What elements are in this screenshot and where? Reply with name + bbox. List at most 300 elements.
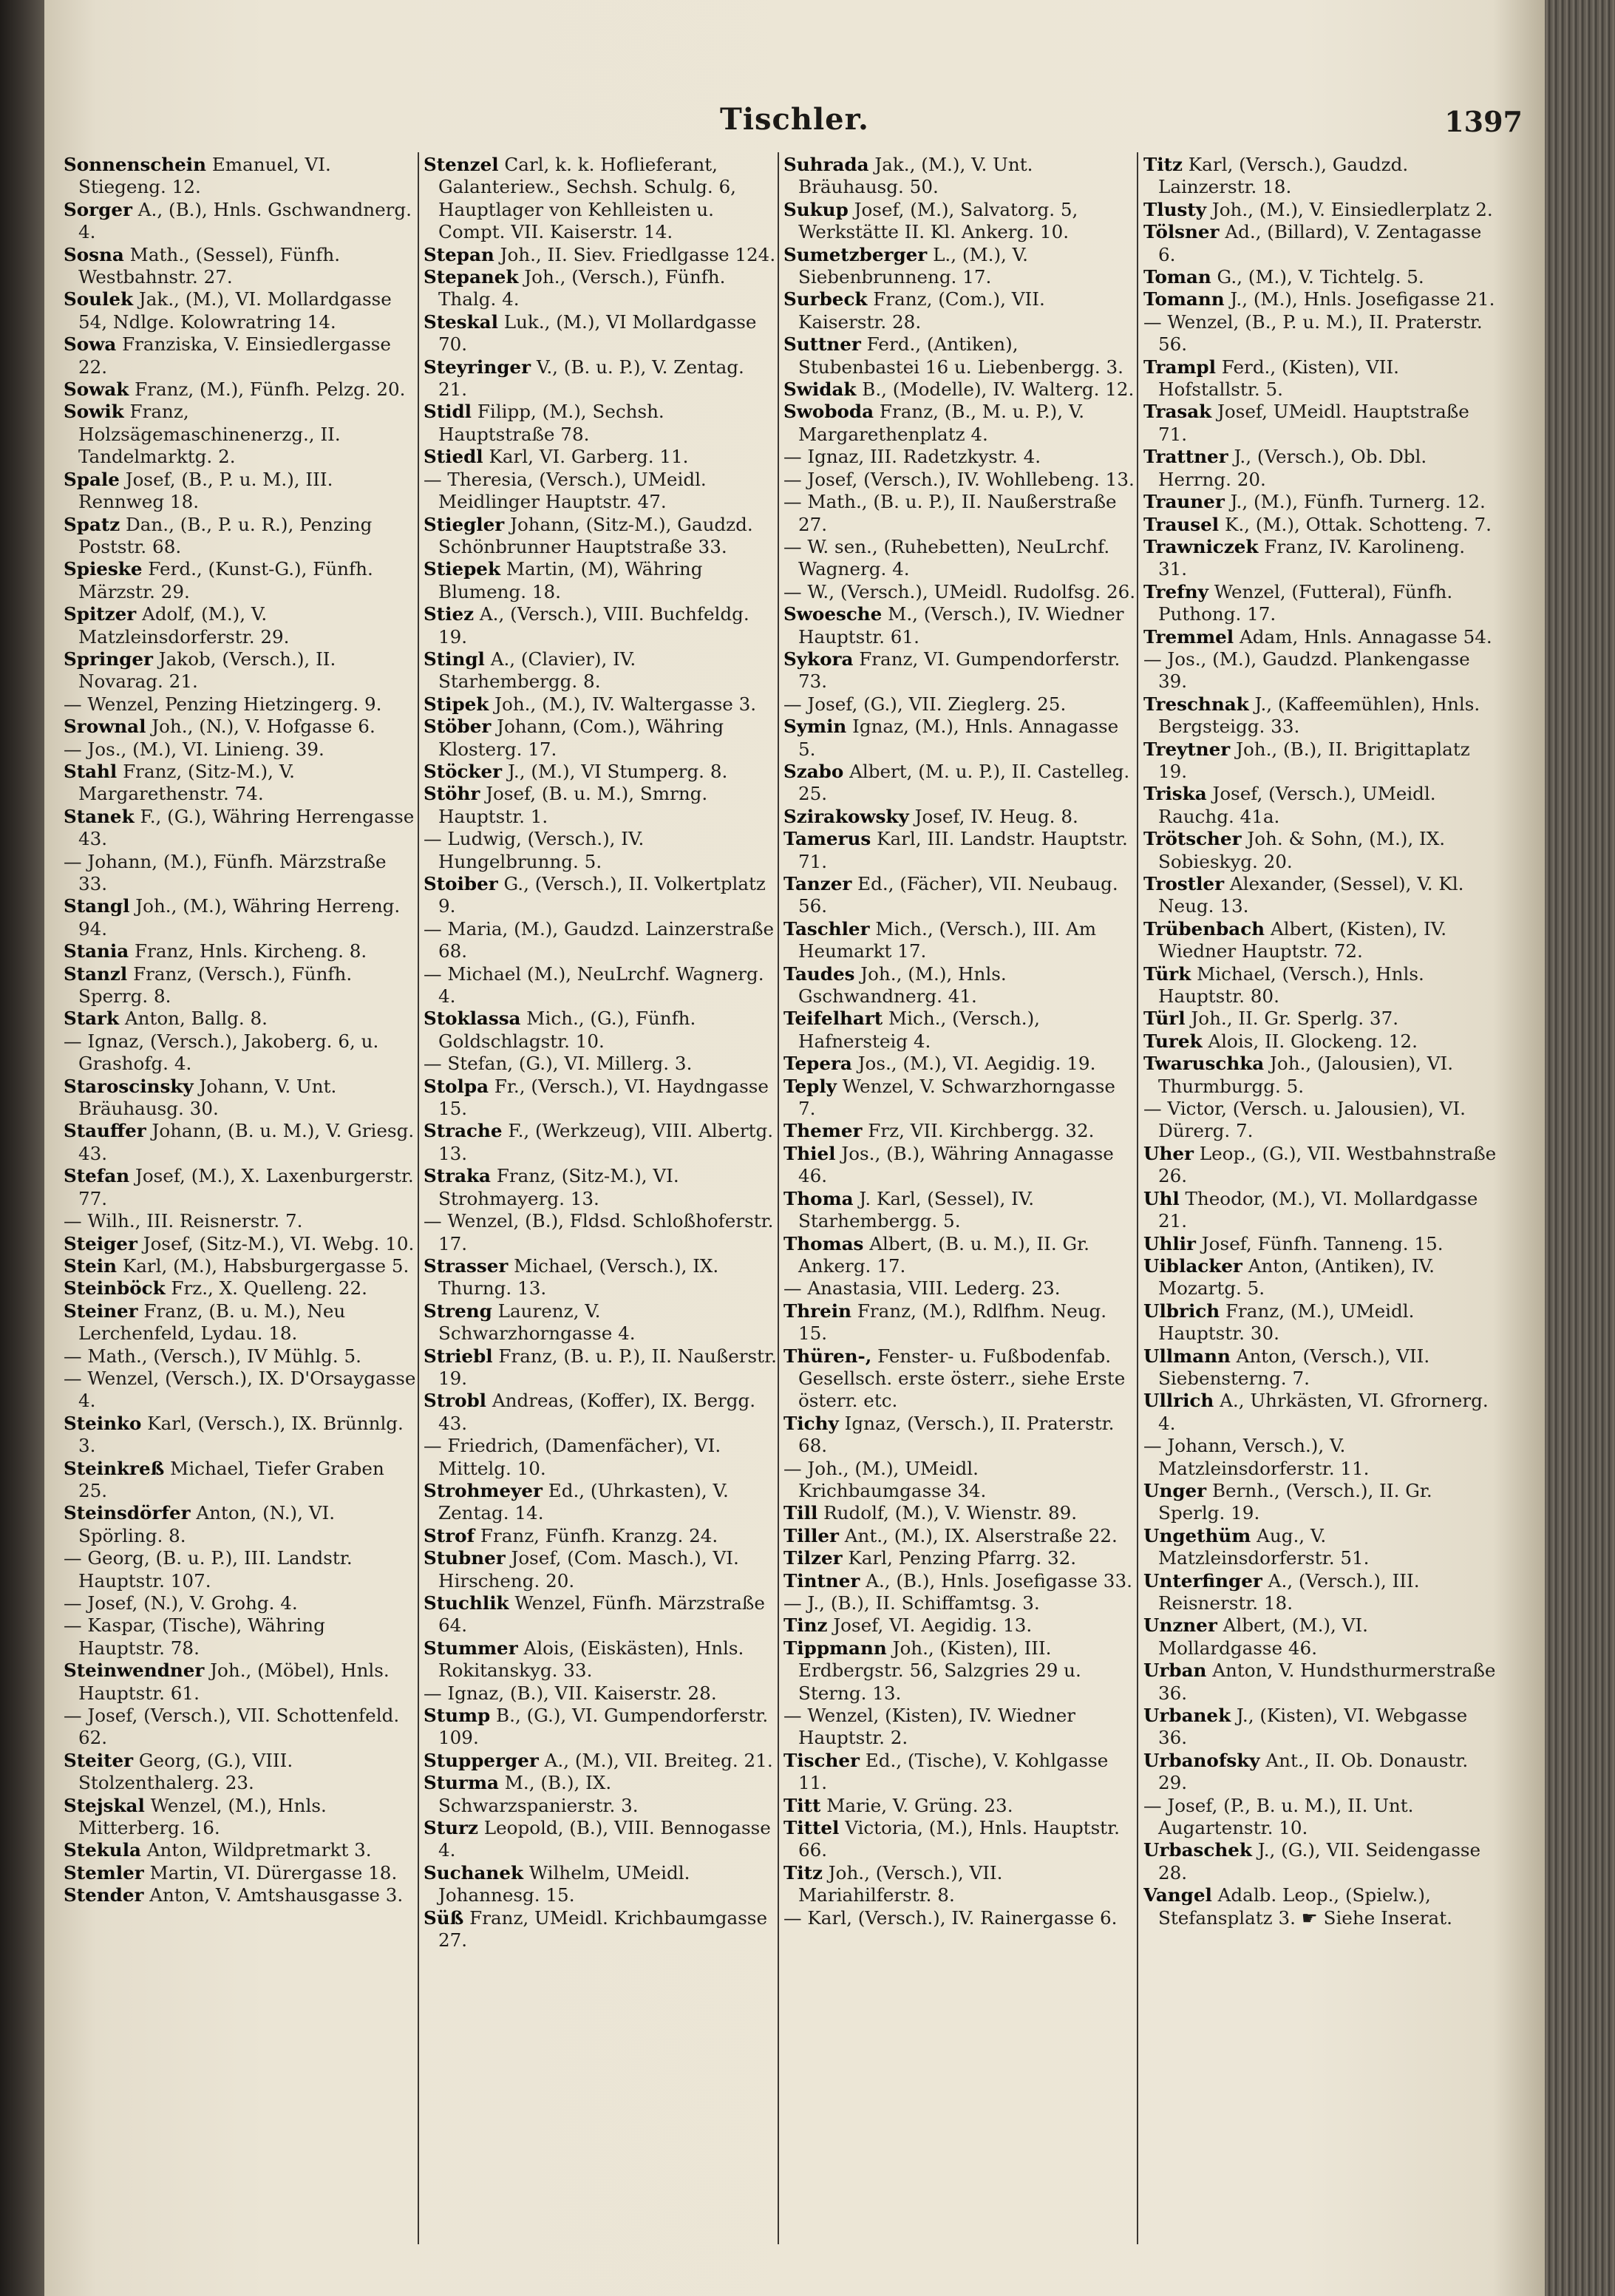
directory-entry	[783, 536, 1137, 581]
entry-details: Karl, Penzing Pfarrg. 32.	[842, 1547, 1077, 1569]
directory-entry	[424, 1076, 777, 1121]
entry-name: Stolpa	[424, 1075, 489, 1097]
entry-details: Joh., (M.), Währing Herreng. 94.	[78, 895, 401, 940]
entry-name: Taudes	[783, 962, 855, 985]
directory-entry	[783, 581, 1137, 603]
column-divider	[1137, 152, 1138, 2244]
entry-name: Trawniczek	[1143, 535, 1259, 557]
entry-details: — Wenzel, (Versch.), IX. D'Orsaygasse 4.	[64, 1367, 416, 1412]
entry-name: Spatz	[64, 513, 120, 535]
directory-entry	[1143, 1570, 1497, 1615]
directory-entry	[64, 288, 417, 333]
entry-name: Stanzl	[64, 962, 128, 985]
entry-name: Unzner	[1143, 1614, 1217, 1637]
entry-details: A., (Versch.), VIII. Buchfeldg. 19.	[438, 603, 749, 648]
directory-entry	[783, 648, 1137, 693]
entry-details: Jak., (M.), VI. Mollardgasse 54, Ndlge. Kolowratring 14.	[78, 288, 392, 333]
entry-details: Franz, (Sitz-M.), VI. Strohmayerg. 13.	[438, 1165, 679, 1209]
entry-details: Michael, (Versch.), Hnls. Hauptstr. 80.	[1158, 962, 1424, 1008]
entry-name: Steyringer	[424, 356, 531, 378]
entry-details: J., (M.), Fünfh. Turnerg. 12.	[1224, 491, 1486, 513]
entry-name: Trostler	[1143, 873, 1225, 894]
entry-details: Adam, Hnls. Annagasse 54.	[1234, 625, 1492, 648]
entry-name: Trötscher	[1143, 828, 1242, 850]
directory-entry	[64, 244, 417, 289]
entry-details: Wenzel, (M.), Hnls. Mitterberg. 16.	[78, 1794, 327, 1839]
entry-name: Tomann	[1143, 288, 1225, 310]
entry-details: Anton, Ballg. 8.	[119, 1008, 268, 1030]
entry-details: Joh., II. Gr. Sperlg. 37.	[1185, 1008, 1399, 1030]
directory-entry	[64, 1368, 417, 1413]
entry-details: — Josef, (Versch.), VII. Schottenfeld. 62.	[64, 1705, 400, 1749]
entry-details: Leopold, (B.), VIII. Bennogasse 4.	[438, 1817, 771, 1861]
directory-entry	[783, 401, 1137, 446]
entry-details: Johann, V. Unt. Bräuhausg. 30.	[78, 1075, 337, 1120]
page-title: Tischler.	[720, 102, 869, 137]
entry-details: F., (Werkzeug), VIII. Albertg. 13.	[438, 1120, 774, 1164]
directory-entry	[424, 1053, 777, 1075]
directory-entry	[1143, 963, 1497, 1008]
entry-name: Srownal	[64, 716, 146, 738]
directory-entry	[783, 1188, 1137, 1233]
directory-entry	[424, 1165, 777, 1210]
entry-details: Josef, (M.), Salvatorg. 5, Werkstätte II. Kl. Ankerg. 10.	[798, 198, 1078, 243]
entry-name: Stark	[64, 1008, 120, 1030]
entry-name: Tölsner	[1143, 221, 1220, 243]
entry-details: Wilhelm, UMeidl. Johannesg. 15.	[438, 1861, 690, 1906]
entry-details: A., (B.), Hnls. Josefigasse 33.	[860, 1569, 1132, 1592]
entry-details: Jakob, (Versch.), II. Novarag. 21.	[78, 648, 336, 693]
entry-details: A., Uhrkästen, VI. Gfrornerg. 4.	[1158, 1390, 1489, 1434]
entry-details: Joh., (Möbel), Hnls. Hauptstr. 61.	[78, 1660, 390, 1704]
entry-name: Türl	[1143, 1008, 1186, 1030]
entry-details: Dan., (B., P. u. R.), Penzing Poststr. 68.	[78, 513, 373, 557]
entry-details: Franz, (B. u. P.), II. Naußerstr. 19.	[438, 1345, 777, 1389]
directory-entry	[783, 1053, 1137, 1075]
entry-details: Anton, (N.), VI. Spörling. 8.	[78, 1502, 336, 1546]
entry-details: J., (M.), Hnls. Josefigasse 21.	[1224, 288, 1495, 310]
directory-entry	[64, 1884, 417, 1906]
entry-details: — Johann, (M.), Fünfh. Märzstraße 33.	[64, 850, 387, 894]
entry-details: G., (Versch.), II. Volkertplatz 9.	[438, 873, 766, 917]
entry-details: F., (G.), Währing Herrengasse 43.	[78, 805, 415, 850]
column-divider	[418, 152, 419, 2244]
directory-entry	[64, 806, 417, 851]
entry-details: Josef, Fünfh. Tanneng. 15.	[1195, 1232, 1444, 1254]
entry-details: Joh., (M.), IV. Waltergasse 3.	[489, 693, 757, 715]
entry-details: Mich., (Versch.), Hafnersteig 4.	[798, 1008, 1040, 1052]
entry-name: Vangel	[1143, 1884, 1212, 1906]
entry-name: Stöber	[424, 716, 492, 738]
entry-details: Josef, (B., P. u. M.), III. Rennweg 18.	[78, 468, 333, 513]
directory-entry	[424, 514, 777, 559]
entry-details: M., (B.), IX. Schwarzspanierstr. 3.	[438, 1772, 639, 1816]
directory-entry	[64, 514, 417, 559]
directory-entry	[64, 1277, 417, 1300]
entry-name: Trefny	[1143, 580, 1208, 602]
entry-name: Sturma	[424, 1772, 499, 1794]
entry-details: Anton, Wildpretmarkt 3.	[140, 1839, 372, 1861]
entry-details: J., (G.), VII. Seidengasse 28.	[1158, 1839, 1481, 1884]
entry-details: Josef, UMeidl. Hauptstraße 71.	[1158, 401, 1469, 445]
entry-details: M., (Versch.), IV. Wiedner Hauptstr. 61.	[798, 603, 1124, 648]
directory-entry	[64, 1862, 417, 1884]
directory-entry	[424, 783, 777, 828]
entry-details: J., (Kaffeemühlen), Hnls. Bergsteigg. 33.	[1158, 693, 1480, 738]
entry-name: Stauffer	[64, 1120, 146, 1142]
directory-entry	[1143, 1098, 1497, 1143]
directory-entry	[64, 1502, 417, 1547]
directory-entry	[64, 378, 417, 401]
column-divider	[778, 152, 779, 2244]
entry-details: Emanuel, VI. Stiegeng. 12.	[78, 154, 331, 198]
entry-details: Ignaz, (M.), Hnls. Annagasse 5.	[798, 716, 1119, 760]
entry-name: Stein	[64, 1254, 117, 1277]
entry-name: Uhl	[1143, 1187, 1180, 1209]
entry-details: Joh., (Versch.), VII. Mariahilferstr. 8.	[798, 1861, 1003, 1906]
directory-entry	[64, 1614, 417, 1660]
directory-entry	[424, 446, 777, 468]
directory-entry	[64, 1795, 417, 1840]
directory-entry	[1143, 1614, 1497, 1660]
directory-entry	[1143, 626, 1497, 648]
entry-name: Treytner	[1143, 738, 1231, 760]
directory-entry	[783, 378, 1137, 401]
entry-name: Stummer	[424, 1637, 518, 1659]
book-page	[44, 0, 1545, 2296]
entry-name: Stiedl	[424, 446, 483, 468]
entry-details: Wenzel, Fünfh. Märzstraße 64.	[438, 1592, 765, 1637]
directory-entry	[424, 1008, 777, 1053]
directory-entry	[424, 1345, 777, 1390]
entry-details: J., (Versch.), Ob. Dbl. Herrng. 20.	[1158, 446, 1427, 490]
directory-entry	[1143, 1884, 1497, 1929]
entry-name: Steinkreß	[64, 1457, 165, 1479]
directory-entry	[1143, 1255, 1497, 1300]
directory-entry	[1143, 1345, 1497, 1390]
entry-details: Ed., (Uhrkasten), V. Zentag. 14.	[438, 1479, 729, 1524]
entry-details: Johann, (Com.), Währing Klosterg. 17.	[438, 716, 724, 760]
entry-details: Ferd., (Kunst-G.), Fünfh. Märzstr. 29.	[78, 558, 373, 602]
directory-entry	[783, 199, 1137, 244]
directory-entry	[424, 1705, 777, 1750]
entry-details: Josef, (B. u. M.), Smrng. Hauptstr. 1.	[438, 783, 708, 827]
entry-name: Tamerus	[783, 828, 871, 850]
entry-name: Straka	[424, 1165, 491, 1187]
directory-entry	[64, 1345, 417, 1368]
entry-details: Adolf, (M.), V. Matzleinsdorferstr. 29.	[78, 603, 290, 648]
entry-details: — J., (B.), II. Schiffamtsg. 3.	[783, 1592, 1040, 1614]
entry-details: Theodor, (M.), VI. Mollardgasse 21.	[1158, 1187, 1478, 1232]
entry-details: Franz, (M.), Rdlfhm. Neug. 15.	[798, 1300, 1107, 1345]
entry-details: Albert, (M.), VI. Mollardgasse 46.	[1158, 1614, 1368, 1659]
directory-entry	[424, 1390, 777, 1435]
entry-details: J. Karl, (Sessel), IV. Starhembergg. 5.	[798, 1187, 1035, 1232]
entry-details: — W., (Versch.), UMeidl. Rudolfsg. 26.	[783, 580, 1136, 602]
entry-details: Alois, (Eiskästen), Hnls. Rokitanskyg. 33.	[438, 1637, 744, 1682]
entry-details: Alexander, (Sessel), V. Kl. Neug. 13.	[1158, 873, 1464, 917]
entry-details: Luk., (M.), VI Mollardgasse 70.	[438, 310, 757, 356]
directory-entry	[64, 1008, 417, 1030]
entry-details: Aug., V. Matzleinsdorferstr. 51.	[1158, 1524, 1370, 1569]
entry-name: Spale	[64, 468, 120, 490]
entry-name: Sukup	[783, 198, 849, 220]
entry-name: Tinz	[783, 1614, 828, 1637]
directory-entry	[1143, 1008, 1497, 1030]
directory-entry	[424, 1637, 777, 1682]
directory-entry	[424, 873, 777, 918]
directory-entry	[424, 1300, 777, 1345]
directory-entry	[1143, 1660, 1497, 1705]
entry-details: — Jos., (M.), Gaudzd. Plankengasse 39.	[1143, 648, 1470, 693]
directory-entry	[64, 333, 417, 378]
entry-name: Tischer	[783, 1749, 860, 1771]
entry-details: Wenzel, (Futteral), Fünfh. Puthong. 17.	[1158, 580, 1453, 625]
directory-entry	[1143, 693, 1497, 738]
entry-details: Ferd., (Antiken), Stubenbastei 16 u. Liebenbergg. 3.	[798, 333, 1123, 378]
entry-details: Joh., (M.), V. Einsiedlerplatz 2.	[1206, 198, 1493, 220]
entry-name: Uiblacker	[1143, 1254, 1242, 1277]
directory-entry	[1143, 199, 1497, 221]
directory-entry	[64, 1120, 417, 1165]
entry-details: Jak., (M.), V. Unt. Bräuhausg. 50.	[798, 154, 1033, 198]
directory-entry	[783, 333, 1137, 378]
entry-details: Mich., (Versch.), III. Am Heumarkt 17.	[798, 917, 1097, 962]
directory-entry	[1143, 491, 1497, 513]
directory-entry	[783, 1120, 1137, 1142]
entry-name: Swoboda	[783, 401, 874, 423]
directory-entry	[424, 1682, 777, 1705]
entry-details: Josef, (Versch.), UMeidl. Rauchg. 41a.	[1158, 783, 1436, 827]
directory-entry	[424, 1907, 777, 1952]
directory-column-4	[1143, 154, 1497, 2261]
directory-entry	[64, 693, 417, 716]
entry-details: Jos., (B.), Währing Annagasse 46.	[798, 1142, 1114, 1187]
entry-details: Karl, (Versch.), Gaudzd. Lainzerstr. 18.	[1158, 154, 1409, 198]
directory-entry	[64, 1458, 417, 1503]
directory-entry	[783, 806, 1137, 828]
entry-name: Stekula	[64, 1839, 141, 1861]
directory-entry	[424, 693, 777, 716]
entry-name: Urbanek	[1143, 1705, 1231, 1727]
directory-entry	[1143, 828, 1497, 873]
entry-name: Stepanek	[424, 266, 519, 288]
entry-details: Joh., (B.), II. Brigittaplatz 19.	[1158, 738, 1470, 782]
entry-name: Sorger	[64, 198, 132, 220]
directory-entry	[64, 1255, 417, 1277]
entry-name: Stemler	[64, 1861, 144, 1884]
directory-entry	[1143, 648, 1497, 693]
directory-entry	[783, 1502, 1137, 1524]
entry-name: Stipek	[424, 693, 489, 715]
entry-details: B., (G.), VI. Gumpendorferstr. 109.	[438, 1705, 769, 1749]
directory-entry	[1143, 1525, 1497, 1570]
entry-details: Ignaz, (Versch.), II. Praterstr. 68.	[798, 1412, 1115, 1457]
directory-entry	[1143, 401, 1497, 446]
entry-details: — Joh., (M.), UMeidl. Krichbaumgasse 34.	[783, 1457, 987, 1501]
directory-entry	[1143, 446, 1497, 491]
page-number: 1397	[1444, 105, 1523, 138]
entry-details: Ferd., (Kisten), VII. Hofstallstr. 5.	[1158, 356, 1399, 401]
entry-details: — Math., (B. u. P.), II. Naußerstraße 27.	[783, 491, 1117, 535]
directory-entry	[1143, 1390, 1497, 1435]
directory-entry	[783, 1570, 1137, 1592]
entry-details: Carl, k. k. Hoflieferant, Galanteriew., Sechsh. Schulg. 6, Hauptlager von Kehlleisten u. Compt. VII. Kaiserstr. 14.	[438, 154, 736, 243]
entry-details: — Ignaz, (Versch.), Jakoberg. 6, u. Grashofg. 4.	[64, 1030, 379, 1075]
directory-entry	[424, 154, 777, 244]
directory-column-1	[64, 154, 417, 2261]
entry-details: — Michael (M.), NeuLrchf. Wagnerg. 4.	[424, 962, 764, 1008]
entry-details: — Josef, (N.), V. Grohg. 4.	[64, 1592, 298, 1614]
entry-details: Karl, (M.), Habsburgergasse 5.	[117, 1254, 409, 1277]
directory-entry	[424, 603, 777, 648]
entry-name: Szirakowsky	[783, 805, 909, 827]
directory-entry	[424, 558, 777, 603]
directory-entry	[424, 401, 777, 446]
entry-details: A., (Versch.), III. Reisnerstr. 18.	[1158, 1569, 1420, 1614]
entry-details: K., (M.), Ottak. Schotteng. 7.	[1219, 513, 1492, 535]
entry-name: Sosna	[64, 243, 124, 265]
directory-entry	[1143, 1795, 1497, 1840]
entry-details: Victoria, (M.), Hnls. Hauptstr. 66.	[798, 1817, 1120, 1861]
directory-entry	[1143, 1188, 1497, 1233]
entry-name: Sturz	[424, 1817, 478, 1839]
entry-name: Stubner	[424, 1547, 506, 1569]
entry-details: Josef, (M.), X. Laxenburgerstr. 77.	[78, 1165, 414, 1209]
entry-name: Stiepek	[424, 558, 500, 580]
entry-name: Unger	[1143, 1479, 1207, 1501]
entry-name: Urbanofsky	[1143, 1749, 1260, 1771]
entry-name: Strobl	[424, 1390, 487, 1412]
directory-entry	[1143, 738, 1497, 784]
directory-entry	[424, 1210, 777, 1255]
directory-entry	[424, 1480, 777, 1525]
entry-name: Steiner	[64, 1300, 138, 1322]
entry-name: Tintner	[783, 1569, 860, 1592]
entry-name: Steinwendner	[64, 1660, 205, 1682]
entry-name: Tanzer	[783, 873, 852, 894]
directory-entry	[424, 1255, 777, 1300]
entry-name: Springer	[64, 648, 153, 670]
entry-details: Albert, (B. u. M.), II. Gr. Ankerg. 17.	[798, 1232, 1089, 1277]
entry-details: L., (M.), V. Siebenbrunneng. 17.	[798, 243, 1028, 288]
directory-entry	[1143, 356, 1497, 401]
entry-name: Stahl	[64, 760, 118, 782]
entry-name: Tippmann	[783, 1637, 887, 1659]
entry-details: Johann, (Sitz-M.), Gaudzd. Schönbrunner Hauptstraße 33.	[438, 513, 753, 557]
directory-entry	[64, 1705, 417, 1750]
entry-details: Anton, V. Hundsthurmerstraße 36.	[1158, 1660, 1496, 1704]
directory-entry	[1143, 581, 1497, 626]
entry-details: Karl, (Versch.), IX. Brünnlg. 3.	[78, 1412, 404, 1457]
directory-column-2	[424, 154, 777, 2261]
directory-entry	[1143, 1705, 1497, 1750]
entry-details: Rudolf, (M.), V. Wienstr. 89.	[817, 1502, 1078, 1524]
entry-details: Josef, VI. Aegidig. 13.	[827, 1614, 1033, 1637]
entry-name: Stender	[64, 1884, 144, 1906]
entry-details: Albert, (Kisten), IV. Wiedner Hauptstr. 72.	[1158, 917, 1447, 962]
directory-entry	[64, 1750, 417, 1795]
entry-name: Symin	[783, 716, 847, 738]
entry-details: Jos., (M.), VI. Aegidig. 19.	[851, 1053, 1096, 1075]
entry-name: Trampl	[1143, 356, 1216, 378]
entry-details: Ed., (Tische), V. Kohlgasse 11.	[798, 1749, 1109, 1794]
directory-entry	[783, 1817, 1137, 1862]
entry-name: Stepan	[424, 243, 494, 265]
entry-details: Franz, (M.), Fünfh. Pelzg. 20.	[129, 378, 406, 401]
directory-entry	[424, 716, 777, 761]
entry-details: — Wilh., III. Reisnerstr. 7.	[64, 1210, 303, 1232]
entry-name: Stoiber	[424, 873, 498, 894]
directory-entry	[1143, 1750, 1497, 1795]
directory-entry	[64, 895, 417, 940]
entry-name: Trauner	[1143, 491, 1225, 513]
entry-details: Josef, (Com. Masch.), VI. Hirscheng. 20.	[438, 1547, 739, 1592]
directory-entry	[783, 1592, 1137, 1614]
directory-entry	[424, 1772, 777, 1817]
directory-entry	[424, 1862, 777, 1907]
entry-details: Franz, (Com.), VII. Kaiserstr. 28.	[798, 288, 1045, 333]
entry-name: Trasak	[1143, 401, 1212, 423]
entry-details: Georg, (G.), VIII. Stolzenthalerg. 23.	[78, 1749, 293, 1794]
entry-details: Michael, (Versch.), IX. Thurng. 13.	[438, 1254, 719, 1300]
directory-entry	[424, 918, 777, 963]
directory-entry	[424, 1750, 777, 1772]
entry-name: Threin	[783, 1300, 852, 1322]
directory-entry	[1143, 873, 1497, 918]
entry-name: Tremmel	[1143, 625, 1234, 648]
entry-name: Sowak	[64, 378, 129, 401]
directory-entry	[783, 469, 1137, 491]
entry-name: Strohmeyer	[424, 1479, 543, 1501]
entry-details: Franz, VI. Gumpendorferstr. 73.	[798, 648, 1121, 693]
entry-details: Franz, (M.), UMeidl. Hauptstr. 30.	[1158, 1300, 1415, 1345]
entry-name: Streng	[424, 1300, 492, 1322]
entry-details: — W. sen., (Ruhebetten), NeuLrchf. Wagnerg. 4.	[783, 535, 1110, 580]
entry-details: — Josef, (Versch.), IV. Wohllebeng. 13.	[783, 468, 1135, 490]
directory-entry	[783, 1345, 1137, 1413]
entry-details: Albert, (M. u. P.), II. Castelleg. 25.	[798, 760, 1130, 805]
entry-name: Striebl	[424, 1345, 493, 1367]
entry-name: Toman	[1143, 266, 1211, 288]
entry-details: — Wenzel, (B., P. u. M.), II. Praterstr. 56.	[1143, 310, 1483, 356]
directory-entry	[783, 873, 1137, 918]
directory-entry	[1143, 1143, 1497, 1188]
entry-details: Franz, IV. Karolineng. 31.	[1158, 535, 1466, 580]
directory-entry	[1143, 154, 1497, 199]
directory-entry	[424, 1547, 777, 1592]
entry-name: Turek	[1143, 1030, 1203, 1052]
entry-details: — Friedrich, (Damenfächer), VI. Mittelg. 10.	[424, 1435, 721, 1479]
entry-name: Tilzer	[783, 1547, 843, 1569]
directory-entry	[64, 1547, 417, 1592]
directory-entry	[783, 693, 1137, 716]
directory-entry	[64, 1413, 417, 1458]
entry-name: Triska	[1143, 783, 1207, 805]
directory-entry	[1143, 1300, 1497, 1345]
directory-entry	[783, 1233, 1137, 1278]
entry-name: Stanek	[64, 805, 135, 827]
entry-name: Uher	[1143, 1142, 1194, 1164]
entry-name: Teifelhart	[783, 1008, 883, 1030]
entry-name: Stöcker	[424, 760, 503, 782]
entry-name: Ullmann	[1143, 1345, 1231, 1367]
entry-name: Uhlir	[1143, 1232, 1196, 1254]
directory-entry	[64, 401, 417, 468]
directory-entry	[783, 1300, 1137, 1345]
directory-entry	[64, 1660, 417, 1705]
directory-entry	[1143, 1233, 1497, 1255]
